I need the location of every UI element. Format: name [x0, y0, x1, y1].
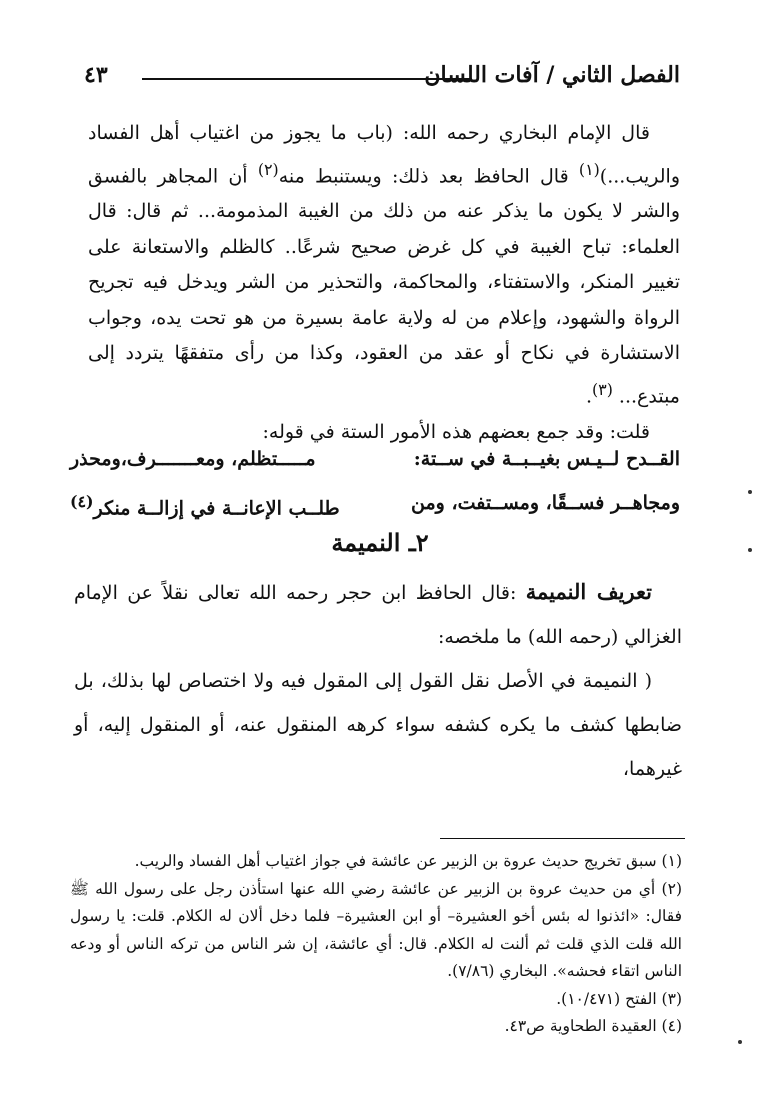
footnote-4: (٤) العقيدة الطحاوية ص٤٣.	[504, 1017, 682, 1035]
poem-line-2-second-hemistich: طلــب الإعانــة في إزالــة منكر$^{(٤)}$	[70, 492, 340, 520]
poem-line-1	[70, 448, 680, 484]
chapter-title: الفصل الثاني / آفات اللسان	[424, 62, 680, 88]
definition-term: تعريف النميمة	[525, 579, 652, 604]
definition-quote: ( النميمة في الأصل نقل القول إلى المقول فيه ولا اختصاص لها بذلك، بل ضابطها كشف ما يكره كشفه سواء كرهه المنقول عنه، أو المنقول إليه، أو غيرهما،	[74, 670, 682, 780]
footnote-separator	[440, 838, 685, 839]
page-header	[80, 62, 680, 102]
poem-line-1-second-hemistich: مـــــتظلم، ومعـــــــرف،ومحذر	[70, 448, 316, 470]
poem-line-2-first-hemistich: ومجاهــر فســقًا، ومســتفت، ومن	[411, 492, 680, 514]
page-number: ٤٣	[84, 62, 108, 88]
margin-dot	[748, 490, 752, 494]
footnote-3: (٣) الفتح (١٠/٤٧١).	[556, 989, 682, 1008]
header-rule	[142, 78, 472, 80]
footnote-ref-4: (٤)	[70, 492, 94, 511]
section-title: ٢ـ النميمة	[331, 528, 429, 557]
main-text	[88, 116, 680, 450]
definition-text	[74, 570, 682, 791]
footnote-2: (٢) أي من حديث عروة بن الزبير عن عائشة رضي الله عنها استأذن رجل على رسول الله ﷺ فقال: «ائذنوا له بئس أخو العشيرة– أو ابن العشيرة– فلما دخل ألان له الكلام. قلت: يا رسول الله قلت الذي قلت ثم ألنت له الكلام. قال: أي عائشة، إن شر الناس من تركه الناس أو ودعه الناس اتقاء فحشه». البخاري (٧/٨٦).	[70, 879, 682, 980]
footnotes	[70, 848, 682, 1041]
footnote-ref-2: (٢)	[257, 159, 279, 179]
poem-line-1-first-hemistich: القــدح لــيـس بغيــبــة في ســتة:	[413, 448, 680, 470]
paragraph-bukhari: قال الإمام البخاري رحمه الله: (باب ما يجوز من اغتياب أهل الفساد والريب...)$^{(١)}$ قال الحافظ بعد ذلك: ويستنبط منه$^{(٢)}$ أن المجاهر بالفسق والشر لا يكون ما يذكر عنه من ذلك من الغيبة المذمومة... ثم قال: قال العلماء: تباح الغيبة في كل غرض صحيح شرعًا.. كالظلم والاستعانة على تغيير المنكر، والاستفتاء، والمحاكمة، والتحذير من الشر ويدخل فيه تجريح الرواة والشهود، وإعلام من له ولاية عامة بسيرة من هو تحت يده، وجواب الاستشارة في نكاح أو عقد من العقود، وكذا من رأى متفقهًا يتردد إلى مبتدع... $^{(٣)}$.	[88, 122, 680, 408]
footnote-ref-1: (١)	[578, 159, 600, 179]
footnote-ref-3: (٣)	[591, 379, 613, 399]
margin-dot	[738, 1040, 742, 1044]
definition-paragraph: تعريف النميمة :قال الحافظ ابن حجر رحمه الله تعالى نقلاً عن الإمام الغزالي (رحمه الله) ما ملخصه:	[74, 579, 682, 648]
poem-line-2	[70, 492, 680, 528]
paragraph-intro-poem: قلت: وقد جمع بعضهم هذه الأمور الستة في قوله:	[262, 420, 650, 443]
margin-dot	[748, 548, 752, 552]
footnote-1: (١) سبق تخريج حديث عروة بن الزبير عن عائشة في جواز اغتياب أهل الفساد والريب.	[134, 852, 682, 870]
